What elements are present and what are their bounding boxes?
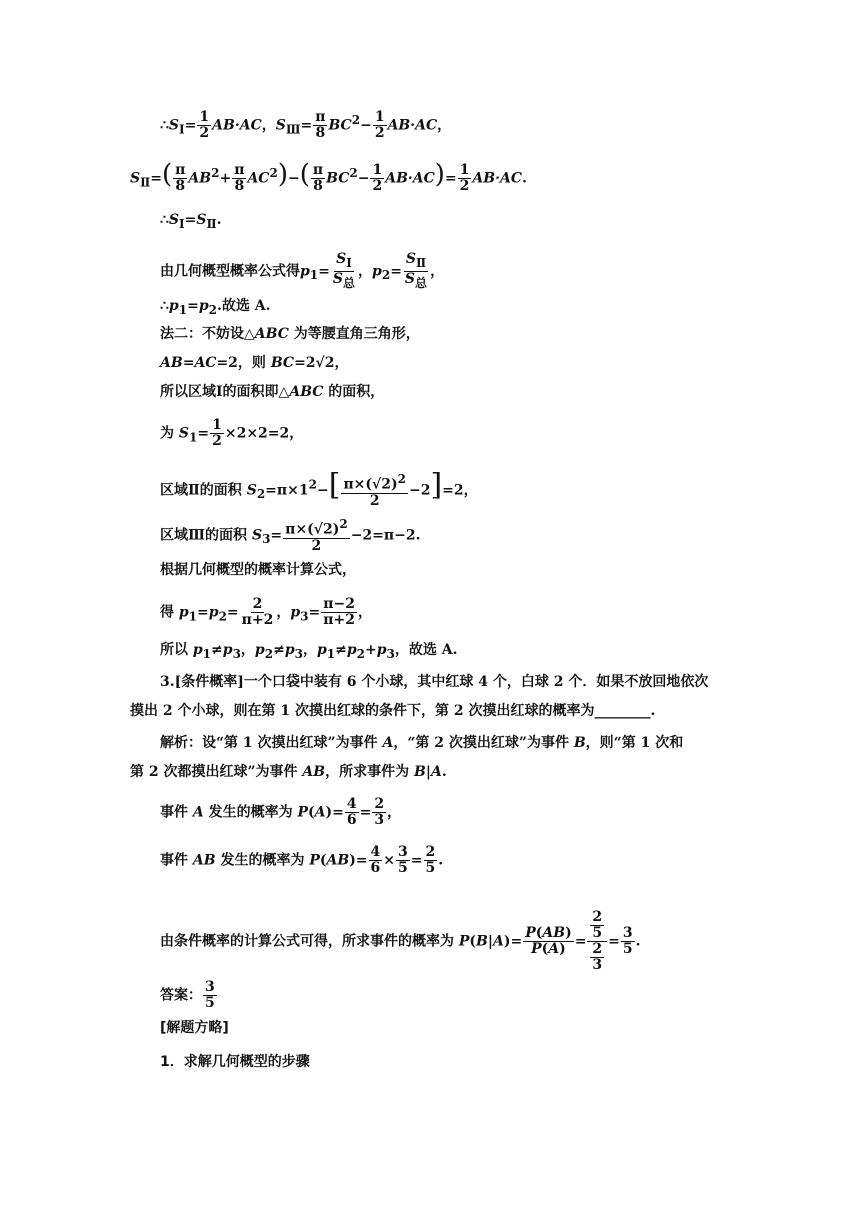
line-24: 1．求解几何概型的步骤: [160, 1054, 310, 1070]
line-11: 区域Ⅲ的面积 $S_3=$ $\frac{\pi\times(√2)^2}{2}$ −2=π−2.: [160, 517, 421, 554]
line-19: 事件 A 发生的概率为 P(A)= $\frac{4}{6}$ = $\frac{2}{3}$ ，: [160, 796, 402, 828]
line-16: 摸出 2 个小球，则在第 1 次摸出红球的条件下，第 2 次摸出红球的概率为________.: [130, 703, 656, 719]
line-7: AB=AC=2，则 BC=2√2，: [160, 355, 349, 371]
line-9: 为 $S_1=$ $\frac{1}{2}$ ×2×2=2，: [160, 417, 304, 449]
line-23: [解题方略]: [160, 1020, 229, 1036]
line-13: 得 $p_1=p_2=$ $\frac{2}{\pi+2}$ ，$p_3=$ $\frac{\pi-2}{\pi+2}$ ，: [160, 596, 372, 628]
line-12: 根据几何概型的概率计算公式，: [160, 562, 356, 578]
line-14: 所以 $p_1\ne p_3$，$p_2\ne p_3$，$p_1\ne p_2+p_3$，故选 A.: [160, 642, 458, 661]
line-4: 由几何概型概率公式得$p_1=$ $\frac{S_Ⅰ}{S_总}$ ，$p_2=$ $\frac{S_Ⅱ}{S_总}$ ，: [160, 251, 445, 290]
line-15: 3.[条件概率]一个口袋中装有 6 个小球，其中红球 4 个，白球 2 个．如果不放回地依次: [160, 674, 709, 690]
line-5: $\therefore p_1=p_2$.故选 A.: [160, 298, 271, 317]
line-21: 由条件概率的计算公式可得，所求事件的概率为 P(B|A)= $\frac{P(AB)}{P(A)}$ = $\frac{\frac{2}{5}}{\frac{2}{3}}$ = $\frac{3}{5}$ .: [160, 909, 641, 973]
line-17: 解析：设“第 1 次摸出红球”为事件 A，“第 2 次摸出红球”为事件 B，则“第 1 次和: [160, 735, 684, 751]
line-6: 法二：不妨设△ABC 为等腰直角三角形，: [160, 326, 420, 342]
line-18: 第 2 次都摸出红球”为事件 AB，所求事件为 B|A.: [130, 764, 447, 780]
line-3: $\therefore S_Ⅰ=S_Ⅱ$.: [160, 212, 222, 231]
line-20: 事件 AB 发生的概率为 P(AB)= $\frac{4}{6}$ × $\frac{3}{5}$ = $\frac{2}{5}$ .: [160, 844, 444, 876]
line-22: 答案： $\frac{3}{5}$: [160, 979, 215, 1011]
line-1: $\therefore S_Ⅰ=$ $\frac{1}{2}$ AB·AC，$S_Ⅲ=$ $\frac{\pi}{8}$ $BC^2-$ $\frac{1}{2}$ AB·AC，: [160, 109, 452, 142]
line-2: $S_Ⅱ=$( $\frac{\pi}{8}$ $AB^2+$ $\frac{\pi}{8}$ $AC^2)-$( $\frac{\pi}{8}$ $BC^2-$ $\frac{1}{2}$ AB·AC)= $\frac{1}{2}$ AB·AC.: [130, 159, 527, 195]
line-10: 区域Ⅱ的面积 $S_2=\pi\times 1^2-$[ $\frac{\pi\times(√2)^2}{2}$ −2]=2，: [160, 467, 478, 509]
line-8: 所以区域Ⅰ的面积即△ABC 的面积，: [160, 384, 385, 400]
